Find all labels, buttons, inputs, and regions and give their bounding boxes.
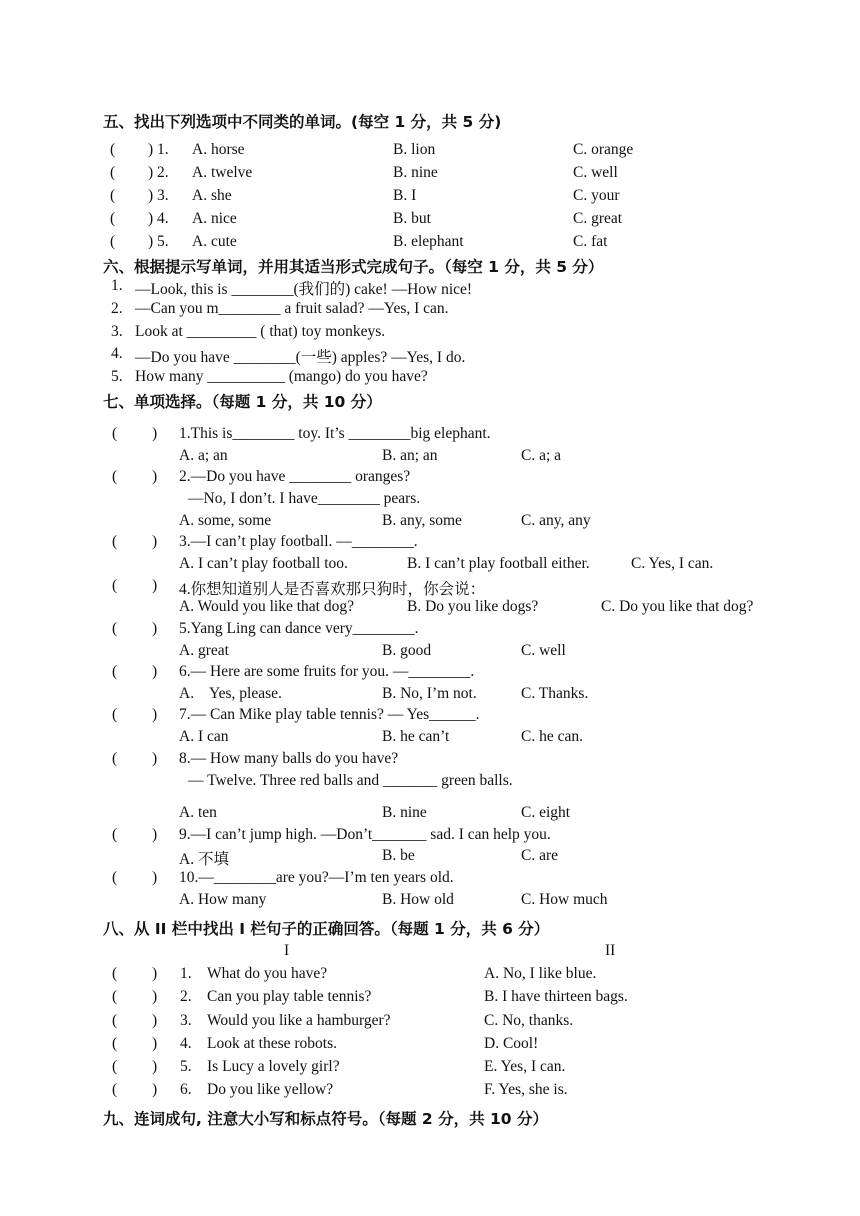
column-header-ii: II <box>605 942 616 959</box>
question-number: ) 3. <box>148 187 169 204</box>
option-b: B. good <box>382 642 432 659</box>
option-b: B. an; an <box>382 447 438 464</box>
option-b: B. but <box>393 210 431 227</box>
option-b: B. elephant <box>393 233 464 250</box>
question-text: What do you have? <box>207 965 328 982</box>
answer-blank-close: ) <box>152 1058 158 1075</box>
answer-blank-open[interactable]: ( <box>112 706 118 723</box>
question-text: 4.你想知道别人是否喜欢那只狗时，你会说： <box>179 581 486 598</box>
answer-blank-open[interactable]: ( <box>112 663 118 680</box>
item-number: 5. <box>111 368 123 385</box>
option-c: C. eight <box>521 804 571 821</box>
option-a: A. nice <box>192 210 237 227</box>
option-a: A. 不填 <box>179 851 229 868</box>
option-b: B. No, I’m not. <box>382 685 477 702</box>
question-text: 2.—Do you have ________ oranges? <box>179 468 411 485</box>
answer-blank-close: ) <box>152 1035 158 1052</box>
item-number: 2. <box>180 988 192 1005</box>
option-a: A. Yes, please. <box>179 685 282 702</box>
answer-blank[interactable]: ( <box>110 141 116 158</box>
option-c: C. great <box>573 210 623 227</box>
answer-blank-open[interactable]: ( <box>112 1058 118 1075</box>
item-number: 3. <box>111 323 123 340</box>
question-text: 8.— How many balls do you have? <box>179 750 399 767</box>
option-a: A. a; an <box>179 447 228 464</box>
question-number: ) 2. <box>148 164 169 181</box>
option-b: B. nine <box>393 164 438 181</box>
answer-blank-open[interactable]: ( <box>112 533 118 550</box>
question-number: ) 1. <box>148 141 169 158</box>
option-b: B. lion <box>393 141 436 158</box>
answer-option: E. Yes, I can. <box>484 1058 566 1075</box>
question-text: 1.This is________ toy. It’s ________big elephant. <box>179 425 491 442</box>
option-a: A. cute <box>192 233 237 250</box>
answer-blank-open[interactable]: ( <box>112 1081 118 1098</box>
answer-blank-close: ) <box>152 620 158 637</box>
answer-blank-close: ) <box>152 1012 158 1029</box>
item-number: 4. <box>180 1035 192 1052</box>
answer-blank[interactable]: ( <box>110 164 116 181</box>
answer-blank-open[interactable]: ( <box>112 620 118 637</box>
column-header-i: I <box>284 942 290 959</box>
option-c: C. How much <box>521 891 608 908</box>
option-a: A. Would you like that dog? <box>179 598 354 615</box>
question-text: Would you like a hamburger? <box>207 1012 391 1029</box>
option-a: A. twelve <box>192 164 253 181</box>
answer-blank-close: ) <box>152 706 158 723</box>
answer-blank-open[interactable]: ( <box>112 869 118 886</box>
answer-blank-open[interactable]: ( <box>112 425 118 442</box>
item-number: 3. <box>180 1012 192 1029</box>
question-text: Do you like yellow? <box>207 1081 334 1098</box>
question-text: 5.Yang Ling can dance very________. <box>179 620 419 637</box>
answer-blank-open[interactable]: ( <box>112 1035 118 1052</box>
answer-blank[interactable]: ( <box>110 210 116 227</box>
option-a: A. she <box>192 187 232 204</box>
item-number: 4. <box>111 345 123 362</box>
fill-blank-sentence[interactable]: —Look, this is ________(我们的) cake! —How nice! <box>135 281 473 298</box>
answer-blank-close: ) <box>152 750 158 767</box>
answer-option: D. Cool! <box>484 1035 539 1052</box>
answer-blank-open[interactable]: ( <box>112 468 118 485</box>
answer-option: F. Yes, she is. <box>484 1081 568 1098</box>
option-b: B. nine <box>382 804 427 821</box>
option-a: A. I can <box>179 728 229 745</box>
option-c: C. Thanks. <box>521 685 589 702</box>
question-text: 7.— Can Mike play table tennis? — Yes______. <box>179 706 480 723</box>
question-number: ) 4. <box>148 210 169 227</box>
answer-blank-close: ) <box>152 965 158 982</box>
item-number: 2. <box>111 300 123 317</box>
question-text: 10.—________are you?—I’m ten years old. <box>179 869 454 886</box>
option-b: B. any, some <box>382 512 462 529</box>
answer-blank-close: ) <box>152 577 158 594</box>
question-text: Look at these robots. <box>207 1035 338 1052</box>
section-8-heading: 八、从 II 栏中找出 I 栏句子的正确回答。（每题 1 分，共 6 分） <box>103 920 550 938</box>
answer-option: C. No, thanks. <box>484 1012 574 1029</box>
fill-blank-sentence[interactable]: Look at _________ ( that) toy monkeys. <box>135 323 386 340</box>
option-b: B. How old <box>382 891 454 908</box>
answer-blank-close: ) <box>152 826 158 843</box>
option-b: B. I can’t play football either. <box>407 555 590 572</box>
section-7-heading: 七、单项选择。（每题 1 分，共 10 分） <box>103 393 382 411</box>
option-b: B. be <box>382 847 415 864</box>
answer-blank-open[interactable]: ( <box>112 1012 118 1029</box>
option-a: A. some, some <box>179 512 272 529</box>
answer-blank[interactable]: ( <box>110 233 116 250</box>
question-text: Is Lucy a lovely girl? <box>207 1058 340 1075</box>
option-c: C. Do you like that dog? <box>601 598 754 615</box>
item-number: 1. <box>180 965 192 982</box>
fill-blank-sentence[interactable]: How many __________ (mango) do you have? <box>135 368 428 385</box>
question-number: ) 5. <box>148 233 169 250</box>
answer-blank-open[interactable]: ( <box>112 750 118 767</box>
item-number: 1. <box>111 277 123 294</box>
option-b: B. he can’t <box>382 728 450 745</box>
option-a: A. I can’t play football too. <box>179 555 348 572</box>
section-6-heading: 六、根据提示写单词，并用其适当形式完成句子。（每空 1 分，共 5 分） <box>103 258 604 276</box>
answer-blank-open[interactable]: ( <box>112 826 118 843</box>
answer-option: A. No, I like blue. <box>484 965 597 982</box>
item-number: 5. <box>180 1058 192 1075</box>
answer-blank-close: ) <box>152 988 158 1005</box>
answer-blank-close: ) <box>152 1081 158 1098</box>
answer-blank-open[interactable]: ( <box>112 577 118 594</box>
answer-blank-close: ) <box>152 425 158 442</box>
answer-blank-close: ) <box>152 533 158 550</box>
answer-blank-close: ) <box>152 869 158 886</box>
item-number: 6. <box>180 1081 192 1098</box>
option-c: C. a; a <box>521 447 562 464</box>
answer-blank-close: ) <box>152 468 158 485</box>
option-c: C. your <box>573 187 620 204</box>
question-text-line2: — Twelve. Three red balls and _______ green balls. <box>188 772 513 789</box>
option-b: B. Do you like dogs? <box>407 598 539 615</box>
answer-blank[interactable]: ( <box>110 187 116 204</box>
answer-option: B. I have thirteen bags. <box>484 988 628 1005</box>
option-c: C. fat <box>573 233 608 250</box>
answer-blank-close: ) <box>152 663 158 680</box>
fill-blank-sentence[interactable]: —Do you have ________(一些) apples? —Yes, I do. <box>135 349 466 366</box>
option-c: C. are <box>521 847 559 864</box>
question-text: 6.— Here are some fruits for you. —________. <box>179 663 475 680</box>
option-c: C. any, any <box>521 512 591 529</box>
question-text: 3.—I can’t play football. —________. <box>179 533 418 550</box>
question-text: 9.—I can’t jump high. —Don’t_______ sad. I can help you. <box>179 826 551 843</box>
option-a: A. great <box>179 642 229 659</box>
question-text-line2: —No, I don’t. I have________ pears. <box>188 490 421 507</box>
section-5-heading: 五、找出下列选项中不同类的单词。(每空 1 分，共 5 分) <box>103 113 502 131</box>
option-c: C. he can. <box>521 728 583 745</box>
section-9-heading: 九、连词成句, 注意大小写和标点符号。（每题 2 分，共 10 分） <box>103 1110 548 1128</box>
option-a: A. horse <box>192 141 245 158</box>
option-a: A. ten <box>179 804 217 821</box>
question-text: Can you play table tennis? <box>207 988 372 1005</box>
option-b: B. I <box>393 187 417 204</box>
option-c: C. orange <box>573 141 634 158</box>
answer-blank-open[interactable]: ( <box>112 988 118 1005</box>
fill-blank-sentence[interactable]: —Can you m________ a fruit salad? —Yes, I can. <box>135 300 449 317</box>
option-c: C. well <box>573 164 618 181</box>
option-c: C. well <box>521 642 566 659</box>
option-c: C. Yes, I can. <box>631 555 714 572</box>
option-a: A. How many <box>179 891 267 908</box>
answer-blank-open[interactable]: ( <box>112 965 118 982</box>
